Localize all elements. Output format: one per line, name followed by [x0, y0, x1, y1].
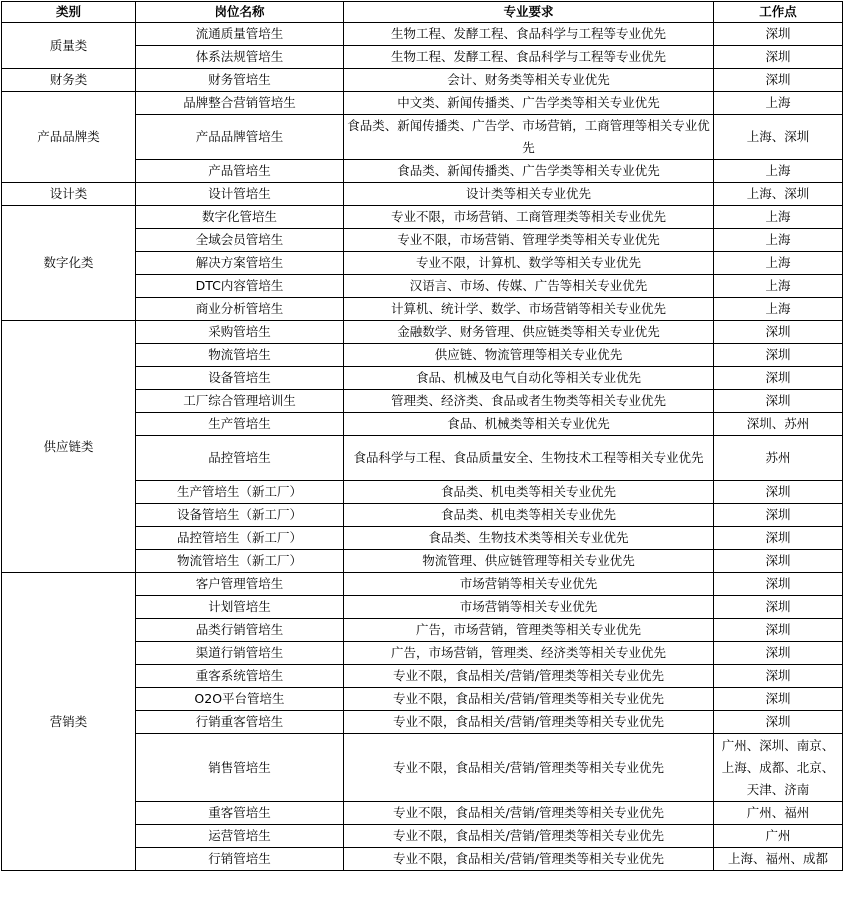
position-cell: 产品品牌管培生	[136, 115, 344, 160]
job-table	[1, 1, 843, 871]
location-cell: 深圳	[714, 46, 843, 69]
category-cell: 产品品牌类	[2, 92, 136, 183]
table-row	[2, 69, 843, 92]
position-cell: 渠道行销管培生	[136, 642, 344, 665]
position-cell: 生产管培生	[136, 413, 344, 436]
position-cell: 财务管培生	[136, 69, 344, 92]
position-cell: 销售管培生	[136, 734, 344, 802]
position-cell: 体系法规管培生	[136, 46, 344, 69]
location-cell: 深圳	[714, 69, 843, 92]
major-cell: 市场营销等相关专业优先	[344, 596, 714, 619]
location-cell: 深圳	[714, 665, 843, 688]
position-cell: 数字化管培生	[136, 206, 344, 229]
location-cell: 上海	[714, 275, 843, 298]
major-cell: 专业不限，市场营销、工商管理类等相关专业优先	[344, 206, 714, 229]
table-row	[2, 92, 843, 115]
position-cell: 行销管培生	[136, 848, 344, 871]
major-cell: 专业不限，食品相关/营销/管理类等相关专业优先	[344, 711, 714, 734]
category-cell: 设计类	[2, 183, 136, 206]
category-cell: 质量类	[2, 23, 136, 69]
table-row	[2, 183, 843, 206]
table-header-row	[2, 2, 843, 23]
position-cell: 流通质量管培生	[136, 23, 344, 46]
location-cell: 上海、福州、成都	[714, 848, 843, 871]
major-cell: 金融数学、财务管理、供应链类等相关专业优先	[344, 321, 714, 344]
location-cell: 深圳	[714, 619, 843, 642]
position-cell: 产品管培生	[136, 160, 344, 183]
major-cell: 会计、财务类等相关专业优先	[344, 69, 714, 92]
category-cell: 供应链类	[2, 321, 136, 573]
position-cell: 商业分析管培生	[136, 298, 344, 321]
position-cell: 行销重客管培生	[136, 711, 344, 734]
location-cell: 深圳	[714, 504, 843, 527]
position-cell: 全域会员管培生	[136, 229, 344, 252]
major-cell: 供应链、物流管理等相关专业优先	[344, 344, 714, 367]
location-cell: 深圳	[714, 711, 843, 734]
major-cell: 食品类、新闻传播类、广告学、市场营销，工商管理等相关专业优先	[344, 115, 714, 160]
location-cell: 广州、福州	[714, 802, 843, 825]
position-cell: 解决方案管培生	[136, 252, 344, 275]
major-cell: 食品类、生物技术类等相关专业优先	[344, 527, 714, 550]
major-cell: 生物工程、发酵工程、食品科学与工程等专业优先	[344, 23, 714, 46]
location-cell: 深圳	[714, 481, 843, 504]
major-cell: 生物工程、发酵工程、食品科学与工程等专业优先	[344, 46, 714, 69]
major-cell: 广告，市场营销，管理类、经济类等相关专业优先	[344, 642, 714, 665]
major-cell: 食品类、机电类等相关专业优先	[344, 504, 714, 527]
major-cell: 专业不限，食品相关/营销/管理类等相关专业优先	[344, 734, 714, 802]
table-row	[2, 23, 843, 46]
position-cell: 重客管培生	[136, 802, 344, 825]
location-cell: 深圳	[714, 344, 843, 367]
major-cell: 专业不限，市场营销、管理学类等相关专业优先	[344, 229, 714, 252]
location-cell: 上海、深圳	[714, 183, 843, 206]
location-cell: 上海	[714, 92, 843, 115]
position-cell: 工厂综合管理培训生	[136, 390, 344, 413]
position-cell: 物流管培生	[136, 344, 344, 367]
position-cell: DTC内容管培生	[136, 275, 344, 298]
category-cell: 数字化类	[2, 206, 136, 321]
position-cell: 品牌整合营销管培生	[136, 92, 344, 115]
position-cell: 物流管培生（新工厂）	[136, 550, 344, 573]
table-body	[2, 23, 843, 871]
major-cell: 计算机、统计学、数学、市场营销等相关专业优先	[344, 298, 714, 321]
location-cell: 深圳	[714, 688, 843, 711]
position-cell: 品类行销管培生	[136, 619, 344, 642]
major-cell: 中文类、新闻传播类、广告学类等相关专业优先	[344, 92, 714, 115]
position-cell: O2O平台管培生	[136, 688, 344, 711]
location-cell: 上海	[714, 252, 843, 275]
major-cell: 食品、机械类等相关专业优先	[344, 413, 714, 436]
table-row	[2, 206, 843, 229]
location-cell: 深圳	[714, 367, 843, 390]
position-cell: 设计管培生	[136, 183, 344, 206]
major-cell: 食品类、新闻传播类、广告学类等相关专业优先	[344, 160, 714, 183]
table-row	[2, 321, 843, 344]
position-cell: 客户管理管培生	[136, 573, 344, 596]
location-cell: 苏州	[714, 436, 843, 481]
position-cell: 重客系统管培生	[136, 665, 344, 688]
position-cell: 品控管培生（新工厂）	[136, 527, 344, 550]
location-cell: 深圳	[714, 321, 843, 344]
major-cell: 食品、机械及电气自动化等相关专业优先	[344, 367, 714, 390]
major-cell: 汉语言、市场、传媒、广告等相关专业优先	[344, 275, 714, 298]
major-cell: 广告，市场营销，管理类等相关专业优先	[344, 619, 714, 642]
position-cell: 生产管培生（新工厂）	[136, 481, 344, 504]
position-cell: 设备管培生（新工厂）	[136, 504, 344, 527]
location-cell: 上海	[714, 298, 843, 321]
table-row	[2, 573, 843, 596]
position-cell: 计划管培生	[136, 596, 344, 619]
major-cell: 市场营销等相关专业优先	[344, 573, 714, 596]
major-cell: 专业不限，食品相关/营销/管理类等相关专业优先	[344, 825, 714, 848]
location-cell: 深圳	[714, 527, 843, 550]
header-position: 岗位名称	[136, 2, 344, 23]
location-cell: 深圳	[714, 23, 843, 46]
location-cell: 深圳	[714, 573, 843, 596]
location-cell: 深圳、苏州	[714, 413, 843, 436]
position-cell: 采购管培生	[136, 321, 344, 344]
major-cell: 食品科学与工程、食品质量安全、生物技术工程等相关专业优先	[344, 436, 714, 481]
major-cell: 食品类、机电类等相关专业优先	[344, 481, 714, 504]
major-cell: 专业不限，计算机、数学等相关专业优先	[344, 252, 714, 275]
header-major: 专业要求	[344, 2, 714, 23]
header-category: 类别	[2, 2, 136, 23]
location-cell: 深圳	[714, 642, 843, 665]
location-cell: 上海	[714, 160, 843, 183]
location-cell: 上海、深圳	[714, 115, 843, 160]
position-cell: 设备管培生	[136, 367, 344, 390]
location-cell: 上海	[714, 206, 843, 229]
location-cell: 深圳	[714, 596, 843, 619]
major-cell: 专业不限，食品相关/营销/管理类等相关专业优先	[344, 848, 714, 871]
position-cell: 品控管培生	[136, 436, 344, 481]
location-cell: 深圳	[714, 550, 843, 573]
location-cell: 上海	[714, 229, 843, 252]
major-cell: 设计类等相关专业优先	[344, 183, 714, 206]
location-cell: 广州、深圳、南京、上海、成都、北京、天津、济南	[714, 734, 843, 802]
location-cell: 广州	[714, 825, 843, 848]
major-cell: 专业不限，食品相关/营销/管理类等相关专业优先	[344, 802, 714, 825]
location-cell: 深圳	[714, 390, 843, 413]
major-cell: 专业不限，食品相关/营销/管理类等相关专业优先	[344, 688, 714, 711]
category-cell: 营销类	[2, 573, 136, 871]
major-cell: 专业不限，食品相关/营销/管理类等相关专业优先	[344, 665, 714, 688]
major-cell: 管理类、经济类、食品或者生物类等相关专业优先	[344, 390, 714, 413]
category-cell: 财务类	[2, 69, 136, 92]
header-location: 工作点	[714, 2, 843, 23]
position-cell: 运营管培生	[136, 825, 344, 848]
major-cell: 物流管理、供应链管理等相关专业优先	[344, 550, 714, 573]
